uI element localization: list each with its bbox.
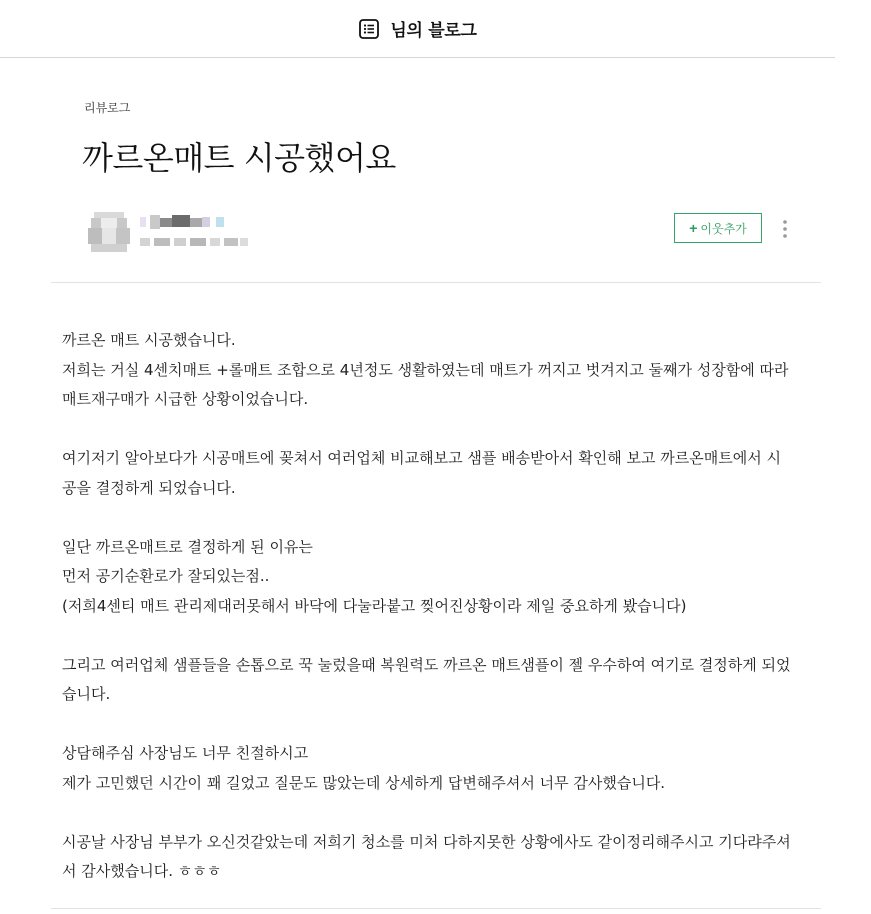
author-name[interactable] bbox=[140, 215, 232, 229]
body-paragraph-line: 그리고 여러업체 샘플들을 손톱으로 꾹 눌렀을때 복원력도 까르온 매트샘플이 젤 우수하여 여기로 결정하게 되었 bbox=[62, 655, 791, 674]
post-title: 까르온매트 시공했어요 bbox=[82, 139, 396, 177]
blank-line bbox=[62, 798, 822, 828]
body-paragraph-line: 서 감사했습니다. ㅎㅎㅎ bbox=[62, 862, 222, 880]
blog-home-link[interactable] bbox=[358, 16, 476, 41]
author-row bbox=[88, 208, 800, 252]
body-paragraph-line: 상담해주심 사장님도 너무 친절하시고 bbox=[62, 744, 309, 762]
blank-line bbox=[62, 710, 822, 740]
body-paragraph-line: 습니다. bbox=[62, 685, 111, 703]
body-paragraph-line: 까르온 매트 시공했습니다. bbox=[62, 331, 236, 349]
blank-line bbox=[62, 621, 822, 651]
add-neighbor-button[interactable] bbox=[674, 213, 762, 243]
body-paragraph-line: 매트재구매가 시급한 상황이었습니다. bbox=[62, 390, 309, 408]
body-paragraph-line: 일단 까르온매트로 결정하게 된 이유는 bbox=[62, 537, 313, 556]
post-category-link[interactable]: 리뷰로그 bbox=[84, 101, 131, 115]
post-date bbox=[140, 237, 248, 247]
blank-line bbox=[62, 503, 822, 533]
plus-icon: + bbox=[689, 220, 698, 236]
body-paragraph-line: (저희4센티 매트 관리제대러못해서 바닥에 다눌라붙고 찢어진상황이라 제일 중요하게 봤습니다) bbox=[62, 596, 687, 615]
footer-divider bbox=[51, 908, 821, 909]
blog-header bbox=[0, 0, 835, 58]
body-paragraph-line: 여기저기 알아보다가 시공매트에 꽂쳐서 여러업체 비교해보고 샘플 배송받아서 확인해 보고 까르온매트에서 시 bbox=[62, 449, 781, 467]
post-body bbox=[62, 326, 822, 887]
blank-line bbox=[62, 415, 822, 445]
author-avatar[interactable] bbox=[88, 210, 130, 252]
list-icon bbox=[358, 18, 380, 40]
blog-title: 님의 블로그 bbox=[390, 21, 477, 41]
body-paragraph-line: 공을 결정하게 되었습니다. bbox=[62, 478, 236, 497]
body-paragraph-line: 제가 고민했던 시간이 꽤 길었고 질문도 많았는데 상세하게 답변해주셔서 너무 감사했습니다. bbox=[62, 773, 666, 792]
body-paragraph-line: 저희는 거실 4센치매트 +롤매트 조합으로 4년정도 생활하였는데 매트가 꺼지고 벗겨지고 둘째가 성장함에 따라 bbox=[62, 360, 789, 379]
add-neighbor-label: 이웃추가 bbox=[700, 221, 747, 236]
body-paragraph-line: 시공날 사장님 부부가 오신것같았는데 저희기 청소를 미처 다하지못한 상황에사도 같이정리해주시고 기다랴주셔 bbox=[62, 832, 791, 851]
more-options-icon[interactable] bbox=[778, 218, 792, 240]
header-divider bbox=[51, 282, 821, 283]
body-paragraph-line: 먼저 공기순환로가 잘되있는점.. bbox=[62, 567, 270, 585]
